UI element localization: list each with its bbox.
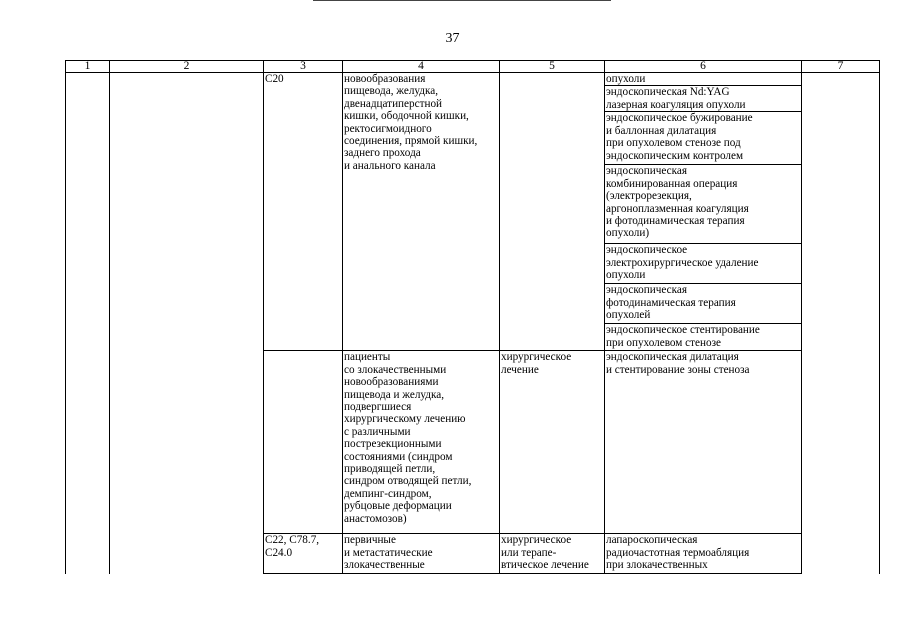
col-header-4: 4 [343, 61, 500, 73]
method-cell: эндоскопическая фотодинамическая терапия опухолей [605, 284, 802, 324]
method-cell: эндоскопическая дилатация и стентирование зоны стеноза [605, 351, 802, 534]
col7-blank-cell [802, 73, 880, 574]
icd-code-cell: C20 [264, 73, 343, 351]
col1-blank-cell [66, 73, 110, 574]
page-number: 37 [445, 31, 460, 46]
method-cell: эндоскопическое бужирование и баллонная дилатация при опухолевом стенозе под эндоскопическим контролем [605, 112, 802, 165]
treatment-cell [500, 73, 605, 351]
col-header-1: 1 [66, 61, 110, 73]
icd-code-cell [264, 351, 343, 534]
col-header-6: 6 [605, 61, 802, 73]
method-cell: опухоли [605, 73, 802, 86]
diagnosis-cell: первичные и метастатические злокачественные [343, 534, 500, 574]
col-header-5: 5 [500, 61, 605, 73]
method-cell: лапароскопическая радиочастотная термоабляция при злокачественных [605, 534, 802, 574]
procedures-table [65, 60, 880, 574]
treatment-cell: хирургическое или терапе- втическое лечение [500, 534, 605, 574]
method-cell: эндоскопическое стентирование при опухолевом стенозе [605, 324, 802, 351]
col-header-7: 7 [802, 61, 880, 73]
col-header-3: 3 [264, 61, 343, 73]
col-header-2: 2 [110, 61, 264, 73]
diagnosis-cell: пациенты со злокачественными новообразованиями пищевода и желудка, подвергшиеся хирургическому лечению с различными пострезекционными состояниями (синдром приводящей петли, синдром отводящей петли, демпинг-синдром, рубцовые деформации анастомозов) [343, 351, 500, 534]
treatment-cell: хирургическое лечение [500, 351, 605, 534]
col2-blank-cell [110, 73, 264, 574]
table-row [66, 73, 880, 86]
top-rule [313, 0, 611, 1]
method-cell: эндоскопическая Nd:YAG лазерная коагуляция опухоли [605, 86, 802, 112]
header-row [66, 61, 880, 73]
method-cell: эндоскопическая комбинированная операция (электрорезекция, аргоноплазменная коагуляция и фотодинамическая терапия опухоли) [605, 165, 802, 244]
icd-code-cell: C22, C78.7, C24.0 [264, 534, 343, 574]
method-cell: эндоскопическое электрохирургическое удаление опухоли [605, 244, 802, 284]
diagnosis-cell: новообразования пищевода, желудка, двенадцатиперстной кишки, ободочной кишки, ректосигмоидного соединения, прямой кишки, заднего прохода и анального канала [343, 73, 500, 351]
